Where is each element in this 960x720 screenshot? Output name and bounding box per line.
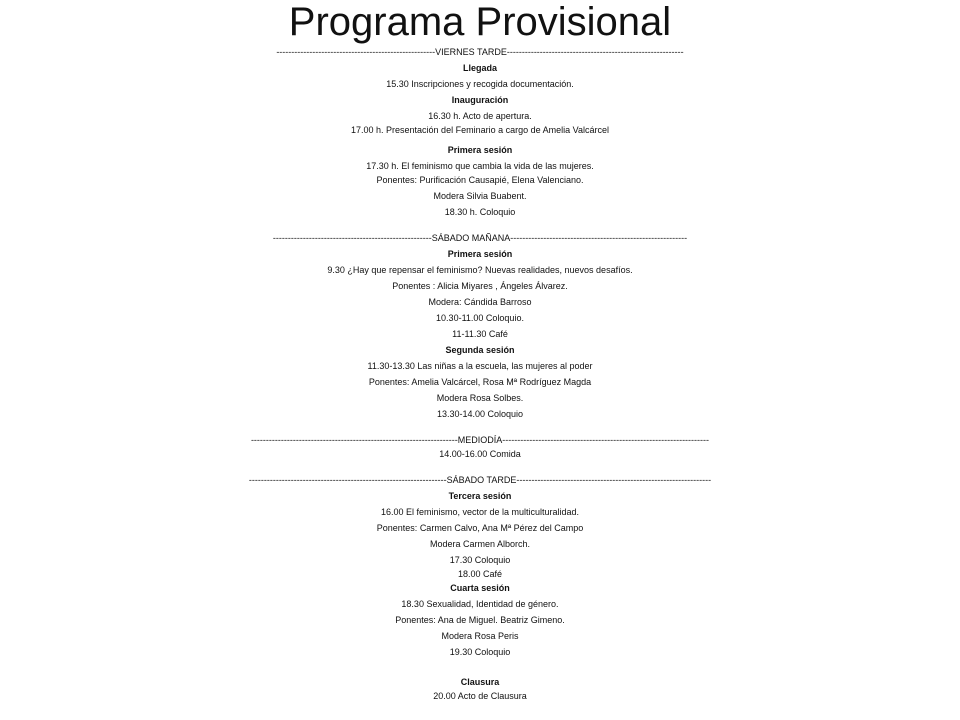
section-heading: Inauguración [451,95,509,105]
day-divider: -----------------------------------------------------SÁBADO MAÑANA----------------------------------------------------------- [272,233,688,243]
section-heading: Tercera sesión [448,491,512,501]
schedule-line: Ponentes: Ana de Miguel. Beatriz Gimeno. [395,615,565,625]
schedule-line: Ponentes: Amelia Valcárcel, Rosa Mª Rodríguez Magda [368,377,592,387]
day-divider: ---------------------------------------------------------------------MEDIODÍA--------------------------------------------------------------------- [250,435,710,445]
section-heading: Cuarta sesión [450,583,510,593]
schedule-line: Ponentes : Alicia Miyares , Ángeles Álvarez. [392,281,568,291]
schedule-line: 15.30 Inscripciones y recogida documentación. [386,79,574,89]
schedule-line: Modera Rosa Solbes. [436,393,524,403]
schedule-line: 17.30 h. El feminismo que cambia la vida de las mujeres. [366,161,594,171]
schedule-line: 17.00 h. Presentación del Feminario a cargo de Amelia Valcárcel [351,125,609,135]
section-heading: Primera sesión [447,249,513,259]
schedule-line: 16.30 h. Acto de apertura. [428,111,532,121]
schedule-line: Modera Rosa Peris [441,631,519,641]
schedule-line: 17.30 Coloquio [449,555,511,565]
schedule-line: 9.30 ¿Hay que repensar el feminismo? Nuevas realidades, nuevos desafíos. [327,265,633,275]
section-heading: Llegada [462,63,497,73]
schedule-line: 20.00 Acto de Clausura [433,691,527,701]
schedule-line: Ponentes: Purificación Causapié, Elena Valenciano. [376,175,584,185]
schedule-line: 18.30 h. Coloquio [444,207,516,217]
schedule-line: 18.30 Sexualidad, Identidad de género. [401,599,559,609]
schedule-line: 10.30-11.00 Coloquio. [436,313,524,323]
program-schedule [0,45,960,703]
section-heading: Clausura [460,677,500,687]
section-heading: Segunda sesión [445,345,515,355]
schedule-line: Modera Silvia Buabent. [433,191,527,201]
schedule-line: 19.30 Coloquio [449,647,511,657]
schedule-line: Ponentes: Carmen Calvo, Ana Mª Pérez del Campo [376,523,584,533]
schedule-line: 16.00 El feminismo, vector de la multiculturalidad. [380,507,580,517]
schedule-line: 18.00 Café [457,569,503,579]
schedule-line: Modera: Cándida Barroso [428,297,532,307]
day-divider: -----------------------------------------------------VIERNES TARDE----------------------------------------------------------- [276,47,684,57]
schedule-line: 11-11.30 Café [452,329,508,339]
schedule-line: 13.30-14.00 Coloquio [436,409,524,419]
day-divider: ------------------------------------------------------------------SÁBADO TARDE----------------------------------------------------------------- [248,475,712,485]
schedule-line: 11.30-13.30 Las niñas a la escuela, las mujeres al poder [367,361,593,371]
schedule-line: Modera Carmen Alborch. [429,539,531,549]
section-heading: Primera sesión [447,145,513,155]
page-title: Programa Provisional [288,0,672,44]
schedule-line: 14.00-16.00 Comida [439,449,521,459]
